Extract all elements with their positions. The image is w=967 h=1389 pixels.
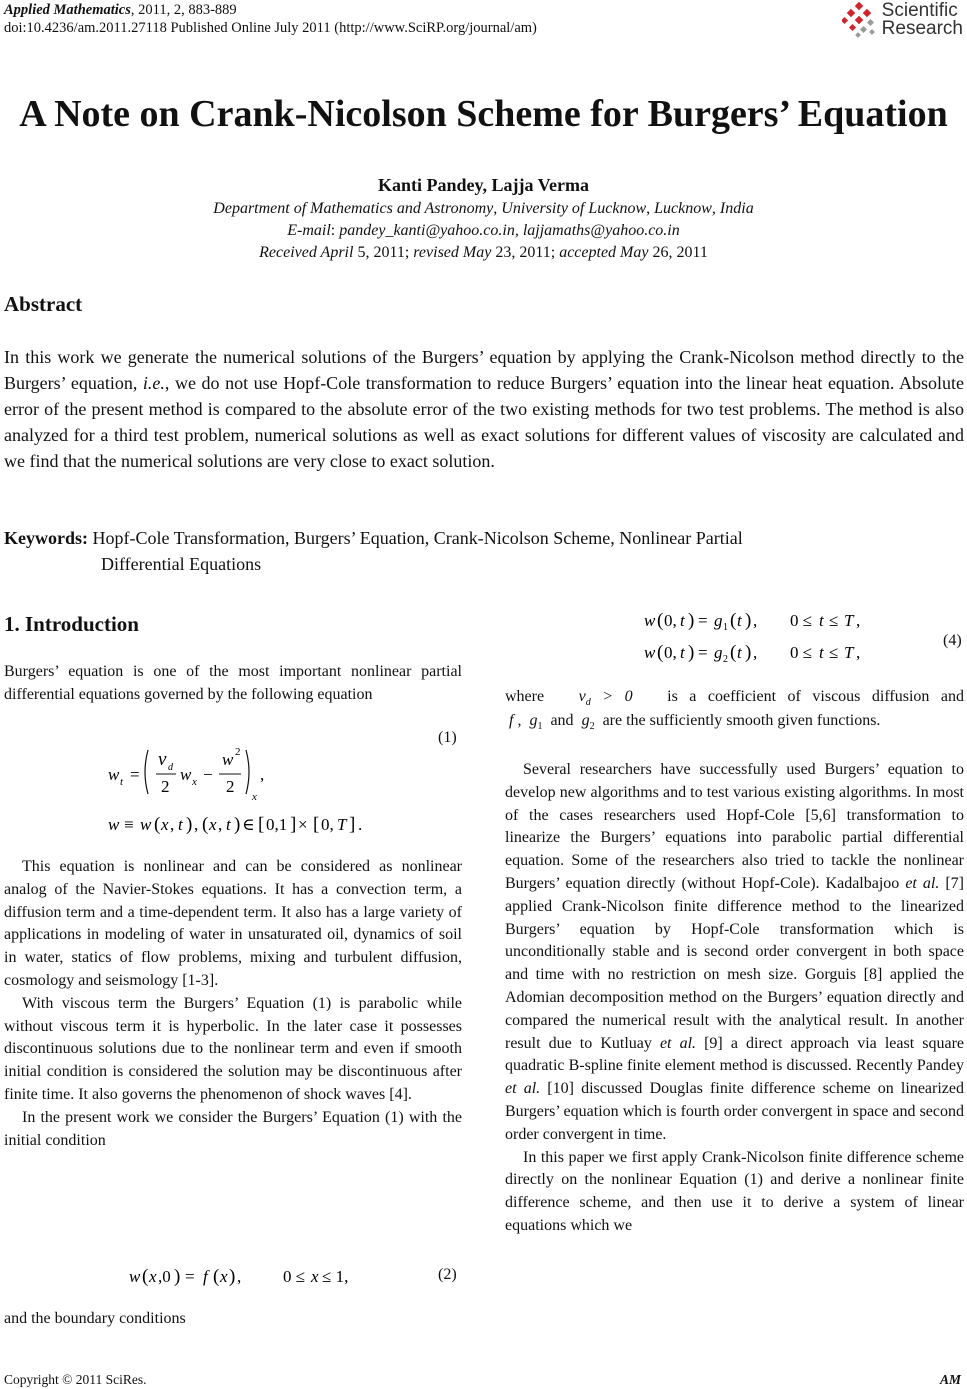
email-line: E-mail: pandey_kanti@yahoo.co.in, lajjamaths@yahoo.co.in [287, 222, 680, 239]
accepted-label: accepted May [559, 244, 649, 261]
equation-1 [100, 742, 390, 842]
svg-text:[: [ [313, 814, 320, 835]
svg-text:w: w [108, 815, 120, 834]
svg-text:,: , [170, 815, 175, 834]
publisher-logo [842, 2, 963, 38]
svg-text:×: × [298, 815, 308, 834]
svg-text:t: t [226, 815, 231, 834]
logo-text-research: Research [881, 18, 963, 39]
svg-text:x: x [220, 1267, 228, 1286]
svg-text:2: 2 [226, 777, 235, 796]
affiliation: Department of Mathematics and Astronomy, University of Lucknow, Lucknow, India [213, 200, 754, 217]
svg-text:(: ( [154, 814, 161, 835]
intro-paragraphs-left [4, 856, 462, 1152]
keywords-label: Keywords: [4, 528, 88, 548]
where-description: is a coefficient of viscous diffusion and [667, 688, 965, 705]
svg-text:w: w [129, 1267, 141, 1286]
svg-text:≤: ≤ [829, 611, 839, 630]
svg-text:T: T [337, 815, 347, 834]
svg-text:,: , [856, 611, 861, 630]
svg-text:t: t [120, 776, 124, 788]
svg-text:w: w [108, 765, 120, 784]
where-word: where [505, 688, 545, 705]
journal-volume: , 2011, 2, 883-889 [130, 2, 237, 18]
svg-text:t: t [680, 643, 685, 662]
footer-journal-abbr: AM [939, 1372, 961, 1387]
equation-4 [640, 606, 890, 670]
svg-text:g: g [714, 643, 723, 662]
svg-text:t: t [819, 643, 824, 662]
svg-text:]: ] [290, 814, 297, 835]
svg-text:,: , [753, 643, 758, 662]
svg-text:,: , [218, 815, 223, 834]
svg-text:t: t [819, 611, 824, 630]
svg-text:(: ( [202, 814, 209, 835]
dates-line [0, 244, 967, 262]
svg-text:,: , [194, 815, 199, 834]
svg-text:ν: ν [158, 749, 167, 770]
g2-symbol: $g_2$ [577, 712, 595, 733]
svg-text:w: w [644, 643, 656, 662]
paper-title: A Note on Crank-Nicolson Scheme for Burgers’ Equation [19, 93, 948, 135]
svg-text:): ) [229, 1266, 236, 1287]
intro-paragraph-5: and the boundary conditions [4, 1310, 186, 1327]
affiliation-univ: University of Lucknow [501, 200, 647, 217]
svg-text:x: x [209, 815, 217, 834]
email-label: E-mail [287, 222, 331, 239]
svg-text:0 ≤: 0 ≤ [790, 643, 813, 662]
revised-date: 23, 2011; [495, 244, 556, 261]
svg-text:t: t [680, 611, 685, 630]
svg-text:2: 2 [723, 654, 728, 665]
svg-text:=: = [185, 1267, 195, 1286]
svg-text:0 ≤: 0 ≤ [790, 611, 813, 630]
affiliation-country: India [719, 200, 754, 217]
svg-text:): ) [186, 814, 193, 835]
abstract-ie: i.e. [142, 373, 165, 393]
svg-text:2: 2 [161, 777, 170, 796]
svg-text:x: x [161, 815, 169, 834]
svg-text:0,: 0, [664, 643, 677, 662]
svg-text:∈: ∈ [242, 815, 255, 834]
equation-2-number: (2) [438, 1266, 457, 1283]
footer-copyright: Copyright © 2011 SciRes. [4, 1372, 147, 1387]
keywords-line-2: Differential Equations [101, 554, 262, 574]
journal-name: Applied Mathematics [4, 2, 131, 18]
svg-text:−: − [203, 765, 213, 784]
svg-text:w: w [140, 815, 152, 834]
svg-text:0,1: 0,1 [266, 815, 288, 834]
svg-text:(: ( [730, 642, 737, 663]
svg-text:0 ≤: 0 ≤ [283, 1267, 306, 1286]
where-line-2: f , $g_1$ and $g_2$ are the sufficiently smooth given functions. [505, 712, 881, 733]
svg-text:(: ( [730, 610, 737, 631]
svg-text:d: d [168, 762, 173, 773]
svg-text:x: x [192, 776, 197, 788]
section-heading-introduction: 1. Introduction [4, 612, 139, 636]
equation-2 [125, 1262, 375, 1290]
abstract-heading: Abstract [4, 292, 83, 316]
svg-text:): ) [745, 610, 752, 631]
svg-text:1: 1 [723, 622, 728, 633]
svg-text:t: t [737, 643, 742, 662]
svg-text:): ) [688, 642, 695, 663]
where-functions-text: are the sufficiently smooth given functions. [602, 712, 881, 729]
svg-text:,: , [260, 765, 265, 784]
svg-text:,: , [753, 611, 758, 630]
doi-line: doi:10.4236/am.2011.27118 Published Online July 2011 (http://www.SciRP.org/journal/am) [4, 20, 537, 36]
email-addresses: pandey_kanti@yahoo.co.in, lajjamaths@yahoo.co.in [339, 222, 680, 239]
abstract-part-b: , we do not use Hopf-Cole transformation to reduce Burgers’ equation into the linear heat equation. Absolute error of the present method is compared to the absolute error of the two existing methods for two test problems. The method is also analyzed for a third test problem, numerical solutions as well as exact solutions for different values of viscosity are calculated and we find that the numerical solutions are very close to exact solution. [4, 373, 964, 471]
f-symbol: f [505, 712, 518, 729]
logo-text-scientific: Scientific [881, 0, 958, 21]
svg-text:x: x [252, 791, 257, 803]
intro-paragraph-1: Burgers’ equation is one of the most important nonlinear partial differential equations governed by the following equation [4, 663, 462, 703]
svg-text:w: w [222, 750, 234, 769]
svg-text:≡: ≡ [124, 815, 134, 834]
svg-text:w: w [180, 765, 192, 784]
svg-text:=: = [698, 643, 708, 662]
svg-text:,0: ,0 [158, 1267, 171, 1286]
svg-text:): ) [234, 814, 241, 835]
svg-text:(: ( [657, 642, 664, 663]
svg-text:0,: 0, [321, 815, 334, 834]
equation-4-number: (4) [943, 632, 962, 649]
svg-text:[: [ [258, 814, 265, 835]
equation-1-number: (1) [438, 729, 457, 746]
svg-text:x: x [149, 1267, 157, 1286]
intro-paragraph-4: In the present work we consider the Burgers’ Equation (1) with the initial condition [4, 1108, 462, 1149]
svg-text:f: f [203, 1267, 208, 1286]
affiliation-city: Lucknow [654, 200, 712, 217]
intro-paragraph-6: Several researchers have successfully used Burgers’ equation to develop new algorithms and to test various existing algorithms. In most of the cases researchers used Hopf-Cole [5,6] transformation to linearize the Burgers’ equations into parabolic partial differential equation. Some of the researchers also tried to tackle the nonlinear Burgers’ equation directly (without Hopf-Cole). Kadalbajoo et al. [7] applied Crank-Nicolson finite difference method to the linearized Burgers’ equation by Hopf-Cole transformation which is unconditionally stable and is second order convergent in both space and time with no restriction on mesh size. Gorguis [8] applied the Adomian decomposition method on the Burgers’ equation directly and compared the numerical result with the analytical result. In another result due to Kutluay et al. [9] a direct approach via least square quadratic B-spline finite element method is discussed. Recently Pandey et al. [10] discussed Douglas finite difference scheme on linearized Burgers’ equation which is fourth order convergent in space and second order convergent in time. [505, 761, 965, 1143]
authors: Kanti Pandey, Lajja Verma [377, 175, 589, 195]
svg-text:): ) [745, 642, 752, 663]
svg-text:,: , [237, 1267, 242, 1286]
svg-text:t: t [178, 815, 183, 834]
accepted-date: 26, 2011 [652, 244, 708, 261]
abstract-part-a: In this work we generate the numerical solutions of the Burgers’ equation by applying the Crank-Nicolson method directly to the Burgers’ equation, [4, 347, 964, 393]
svg-text:≤ 1,: ≤ 1, [322, 1267, 349, 1286]
keywords [4, 525, 964, 577]
logo-mark-icon [842, 2, 878, 38]
keywords-line-1: Hopf-Cole Transformation, Burgers’ Equation, Crank-Nicolson Scheme, Nonlinear Partial [92, 528, 743, 548]
svg-text:≤: ≤ [829, 643, 839, 662]
svg-text:(: ( [657, 610, 664, 631]
revised-label: revised May [413, 244, 492, 261]
svg-text:x: x [311, 1267, 319, 1286]
abstract-text [4, 344, 964, 474]
nu-d-symbol: $\nu_d > 0$ [555, 688, 656, 709]
and-word: and [550, 712, 574, 729]
svg-text:(: ( [142, 1266, 149, 1287]
intro-paragraphs-right [505, 759, 964, 1238]
received-label: Received April [259, 244, 354, 261]
svg-text:): ) [174, 1266, 181, 1287]
affiliation-dept: Department of Mathematics and Astronomy [213, 200, 494, 217]
intro-paragraph-3: With viscous term the Burgers’ Equation (1) is parabolic while without viscous term it is hyperbolic. In the later case it possesses discontinuous solutions due to the nonlinear term and even if smooth initial condition is considered the solution may be discontinuous after finite time. It also governs the phenomenon of shock waves [4]. [4, 994, 462, 1103]
svg-text:g: g [714, 611, 723, 630]
journal-citation [4, 2, 237, 19]
intro-paragraph-7: In this paper we first apply Crank-Nicolson finite difference scheme directly on the nonlinear Equation (1) and derive a nonlinear finite difference scheme, and then use it to derive a system of linear equations which we [505, 1148, 964, 1234]
svg-text:.: . [358, 815, 363, 834]
svg-text:=: = [130, 765, 140, 784]
svg-text:T: T [844, 643, 854, 662]
svg-text:=: = [698, 611, 708, 630]
svg-text:T: T [844, 611, 854, 630]
g1-symbol: $g_1$ [525, 712, 543, 733]
svg-text:0,: 0, [664, 611, 677, 630]
svg-text:w: w [644, 611, 656, 630]
svg-text:t: t [737, 611, 742, 630]
svg-text:]: ] [349, 814, 356, 835]
svg-text:,: , [856, 643, 861, 662]
svg-text:(: ( [213, 1266, 220, 1287]
intro-paragraph-2: This equation is nonlinear and can be considered as nonlinear analog of the Navier-Stokes equations. It has a convection term, a diffusion term and a time-dependent term. It also has a large variety of applications in modeling of water in unsaturated oil, dynamics of soil in water, statics of flow problems, mixing and turbulent diffusion, cosmology and seismology [1-3]. [4, 858, 462, 989]
svg-text:): ) [688, 610, 695, 631]
received-date: 5, 2011; [357, 244, 410, 261]
svg-text:2: 2 [235, 746, 241, 758]
